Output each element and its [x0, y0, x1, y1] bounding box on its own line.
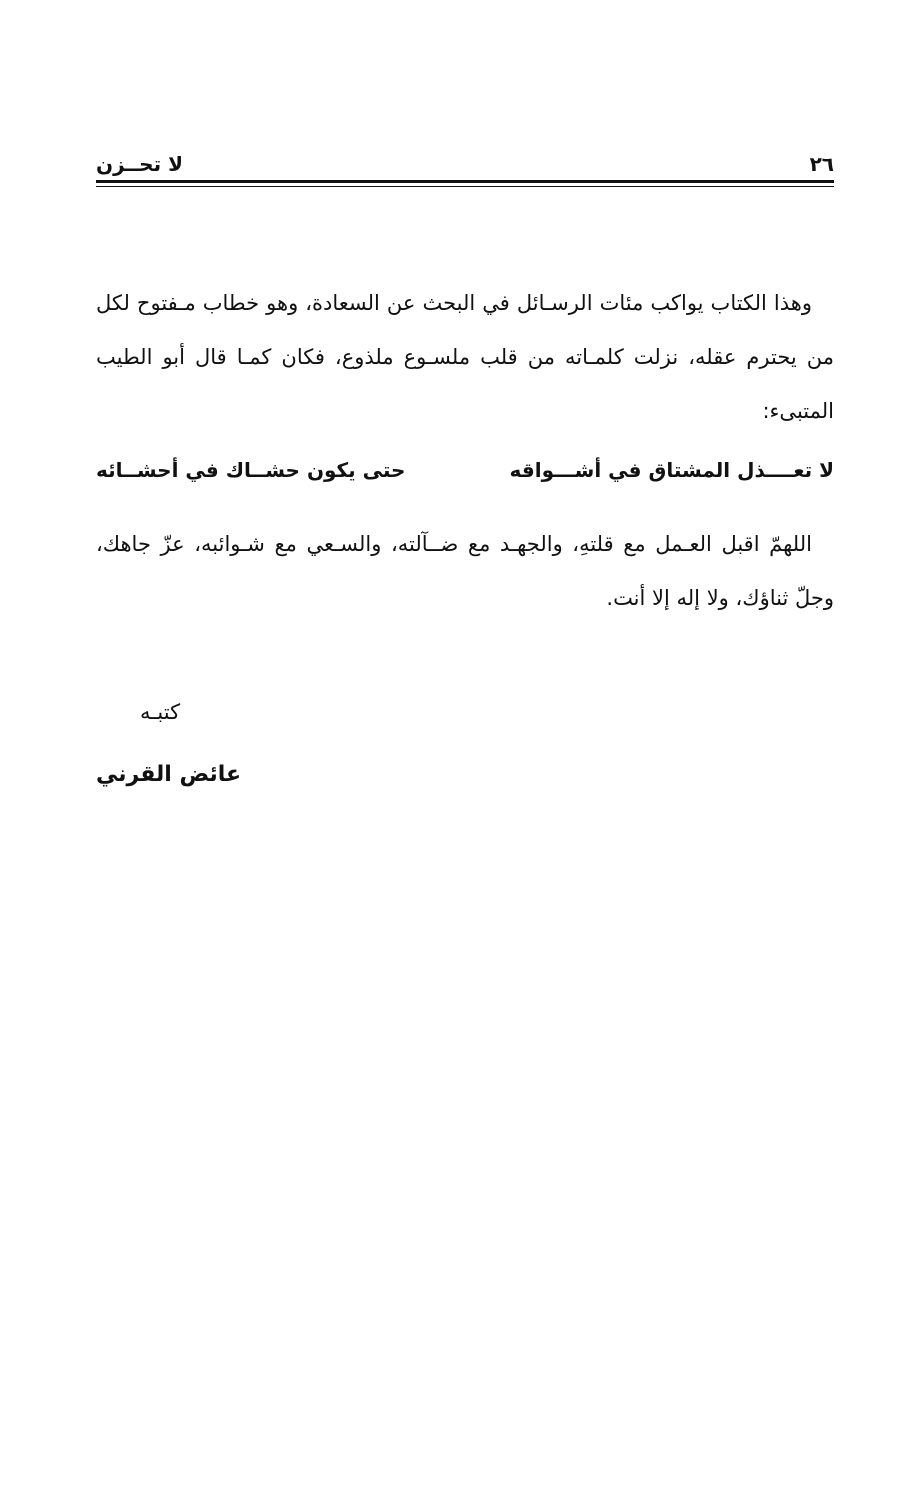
- signature-author: عائض القرني: [96, 762, 242, 787]
- page-header: [96, 150, 834, 184]
- poetry-verse: [96, 458, 834, 492]
- paragraph-2-text: اللهمّ اقبل العـمل مع قلتهِ، والجهـد مع ضــآلته، والسـعي مع شـوائبه، عزّ جاهك، وجلّ ثناؤك، ولا إله إلا أنت.: [96, 532, 834, 610]
- body-paragraph-2: [96, 517, 834, 625]
- verse-second-hemistich: حتى يكون حشــاك في أحشــائه: [96, 458, 406, 482]
- header-rule-thick: [96, 180, 834, 183]
- page-number: ٢٦: [809, 152, 834, 176]
- body-paragraph-1: [96, 276, 834, 438]
- signature-label: كتبـه: [140, 700, 181, 724]
- paragraph-1-text: وهذا الكتاب يواكب مئات الرسـائل في البحث عن السعادة، وهو خطاب مـفتوح لكل من يحترم عقله، نزلت كلمـاته من قلب ملسـوع ملذوع، فكان كمـا قال أبو الطيب المتبىء:: [96, 291, 834, 423]
- running-title: لا تحــزن: [96, 152, 183, 176]
- header-rule-thin: [96, 186, 834, 187]
- verse-first-hemistich: لا تعــــذل المشتاق في أشـــواقه: [509, 458, 834, 482]
